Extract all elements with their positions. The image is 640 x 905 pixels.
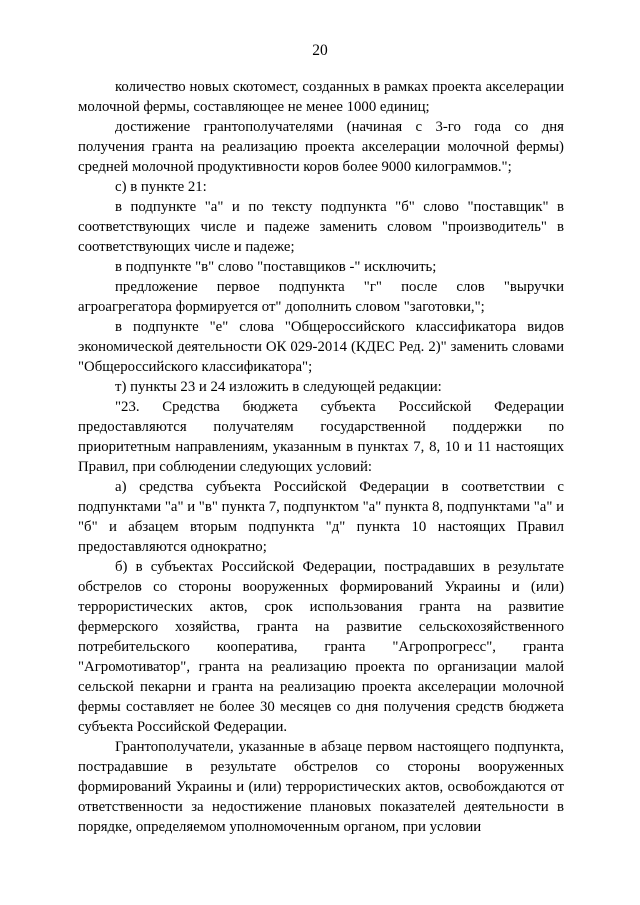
paragraph: достижение грантополучателями (начиная с 3-го года со дня получения гранта на реализацию проекта акселерации молочной фермы) средней молочной продуктивности коров более 9000 килограммов."; <box>78 119 564 175</box>
document-body <box>78 77 564 837</box>
paragraph: в подпункте "в" слово "поставщиков -" исключить; <box>115 259 437 275</box>
paragraph: "23. Средства бюджета субъекта Российской Федерации предоставляются получателям государственной поддержки по приоритетным направлениям, указанным в пунктах 7, 8, 10 и 11 настоящих Правил, при соблюдении следующих условий: <box>78 399 564 475</box>
paragraph: количество новых скотомест, созданных в рамках проекта акселерации молочной фермы, составляющее не менее 1000 единиц; <box>78 79 564 115</box>
paragraph: т) пункты 23 и 24 изложить в следующей редакции: <box>115 379 442 395</box>
paragraph: в подпункте "е" слова "Общероссийского классификатора видов экономической деятельности ОК 029-2014 (КДЕС Ред. 2)" заменить словами "Общероссийского классификатора"; <box>78 319 564 375</box>
page-number: 20 <box>312 42 328 59</box>
paragraph: в подпункте "а" и по тексту подпункта "б" слово "поставщик" в соответствующих числе и падеже заменить словом "производитель" в соответствующих числе и падеже; <box>78 199 564 255</box>
paragraph: а) средства субъекта Российской Федерации в соответствии с подпунктами "а" и "в" пункта 7, подпунктом "а" пункта 8, подпунктами "а" и "б" и абзацем вторым подпункта "д" пункта 10 настоящих Правил предоставляются однократно; <box>78 479 565 555</box>
paragraph: б) в субъектах Российской Федерации, пострадавших в результате обстрелов со стороны вооруженных формирований Украины и (или) террористических актов, срок использования гранта на развитие фермерского хозяйства, гранта на развитие сельскохозяйственного потребительского кооператива, гранта "Агропрогресс", гранта "Агромотиватор", гранта на реализацию проекта по организации малой сельской пекарни и гранта на реализацию проекта акселерации молочной фермы составляет не более 30 месяцев со дня получения средств бюджета субъекта Российской Федерации. <box>78 559 564 735</box>
paragraph: с) в пункте 21: <box>115 179 207 195</box>
paragraph: предложение первое подпункта "г" после слов "выручки агроагрегатора формируется от" дополнить словом "заготовки,"; <box>78 279 564 315</box>
paragraph: Грантополучатели, указанные в абзаце первом настоящего подпункта, пострадавшие в результате обстрелов со стороны вооруженных формирований Украины и (или) террористических актов, освобождаются от ответственности за недостижение плановых показателей деятельности в порядке, определяемом уполномоченным органом, при условии <box>78 739 564 835</box>
